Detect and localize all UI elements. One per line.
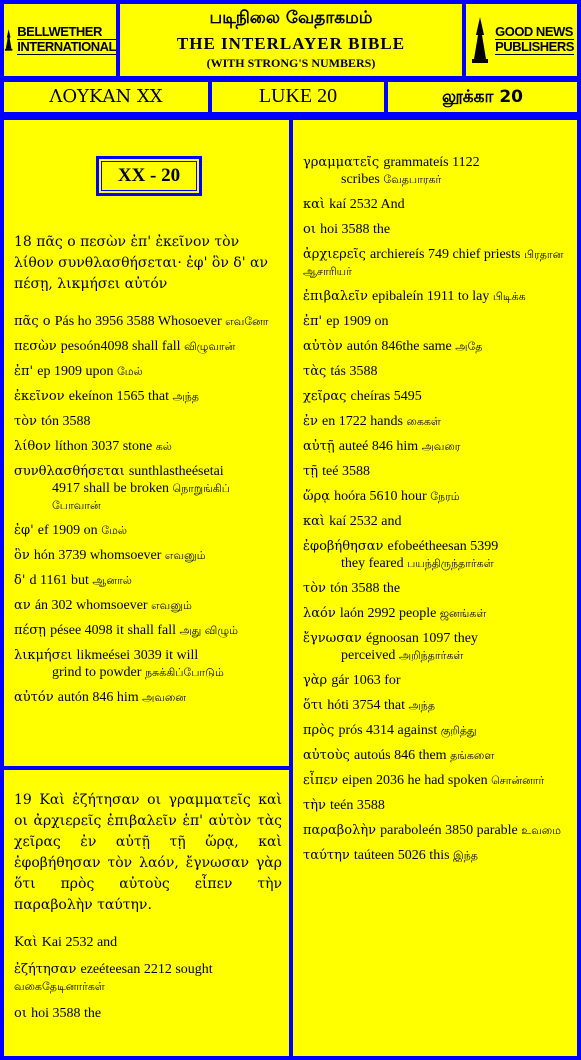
greek-word: ὥρᾳ [303, 489, 335, 504]
transliteration-strongs: án 302 whomsoever [34, 598, 152, 613]
right-logo-line1: GOOD NEWS [495, 24, 573, 39]
greek-word: ἐπ' [14, 364, 38, 379]
tamil-gloss: சொன்னார் [491, 774, 545, 787]
transliteration-strongs: ekeínon 1565 that [68, 389, 173, 404]
tamil-gloss: அந்த [408, 699, 435, 712]
greek-word: πέσῃ [14, 623, 51, 638]
word-entry [14, 522, 282, 539]
word-entry [303, 196, 569, 213]
transliteration-strongs: prós 4314 against [338, 723, 441, 738]
word-entry [14, 934, 282, 951]
verse18-column [14, 232, 282, 714]
tamil-gloss: தங்களை [450, 749, 495, 762]
good-news-logo [466, 4, 577, 76]
transliteration-strongs: eipen 2036 he had spoken [342, 773, 492, 788]
transliteration-strongs: likmeései 3039 it will [76, 648, 199, 663]
transliteration-strongs: hoi 3588 the [320, 222, 391, 237]
transliteration-strongs: sunthlastheésetai [128, 464, 224, 479]
tamil-gloss: அறிந்தார்கள் [398, 649, 464, 662]
transliteration-strongs: ep 1909 on [326, 314, 389, 329]
title-tamil: படிநிலை வேதாகமம் [209, 8, 373, 28]
greek-word: λικμήσει [14, 648, 77, 663]
tamil-gloss: பிரதான ஆசாரியர் [303, 248, 564, 278]
right-logo-line2: PUBLISHERS [495, 39, 574, 54]
meaning-continuation: grind to powder நசுக்கிப்போடும் [52, 665, 224, 680]
word-entry [303, 463, 569, 480]
tamil-gloss: நொறுங்கிப் போவான் [52, 482, 230, 512]
transliteration-strongs: ezeéteesan 2212 sought [80, 962, 213, 977]
greek-word: γραμματεῖς [303, 155, 384, 170]
greek-word: τὴν [303, 798, 331, 813]
greek-word: ἐφοβήθησαν [303, 539, 388, 554]
word-entry [303, 630, 569, 664]
word-entry [14, 622, 282, 639]
greek-word: εἶπεν [303, 773, 343, 788]
meaning-continuation: they feared பயந்திருந்தார்கள் [341, 556, 494, 571]
word-entry [303, 722, 569, 739]
transliteration-strongs: teén 3588 [330, 798, 385, 813]
transliteration-strongs: gár 1063 for [331, 673, 401, 688]
transliteration-strongs: grammateís 1122 [383, 155, 480, 170]
word-entry [303, 513, 569, 530]
right-entries [303, 154, 569, 864]
greek-word: ταύτην [303, 848, 354, 863]
greek-word: παραβολὴν [303, 823, 381, 838]
verse18-entries [14, 313, 282, 706]
word-entry [303, 772, 569, 789]
transliteration-strongs: d 1161 but [29, 573, 93, 588]
tamil-gloss: அவரை [421, 440, 461, 453]
tamil-gloss: இந்த [453, 849, 478, 862]
tamil-gloss: அவனை [142, 691, 186, 704]
transliteration-strongs: autón 846 him [57, 690, 143, 705]
greek-word: τὰς [303, 364, 331, 379]
transliteration-strongs: auteé 846 him [338, 439, 422, 454]
right-column [303, 154, 569, 872]
tamil-gloss: கல் [155, 440, 172, 453]
left-logo-box [0, 0, 120, 80]
transliteration-strongs: hóti 3754 that [327, 698, 409, 713]
transliteration-strongs: tás 3588 [330, 364, 378, 379]
word-entry [14, 1005, 282, 1022]
word-entry [14, 388, 282, 405]
word-entry [14, 413, 282, 430]
tamil-gloss: குறித்து [440, 724, 477, 737]
greek-word: ἐφ' [14, 523, 38, 538]
word-entry [14, 438, 282, 455]
word-entry [14, 597, 282, 614]
left-logo-line2: INTERNATIONAL [17, 39, 116, 54]
word-entry [303, 338, 569, 355]
tamil-gloss: அதே [455, 340, 483, 353]
transliteration-strongs: laón 2992 people [339, 606, 440, 621]
word-entry [14, 313, 282, 330]
greek-word: πᾶς ο [14, 314, 55, 329]
word-entry [14, 363, 282, 380]
word-entry [303, 847, 569, 864]
word-entry [303, 313, 569, 330]
chapter-greek-text: ΛΟΥΚΑΝ XX [49, 86, 163, 107]
greek-word: ἐπ' [303, 314, 327, 329]
good-news-logo-icon [469, 15, 491, 65]
title-box [116, 0, 466, 80]
word-entry [303, 488, 569, 505]
tamil-gloss: கைகள் [406, 415, 441, 428]
greek-word: οι [303, 222, 321, 237]
transliteration-strongs: pésee 4098 it shall fall [50, 623, 180, 638]
transliteration-strongs: hoi 3588 the [31, 1006, 102, 1021]
transliteration-strongs: teé 3588 [322, 464, 370, 479]
verse18-text: 18 πᾶς ο πεσὼν ἐπ' ἐκεῖνον τὸν λίθον συνθλασθήσεται· ἐφ' ὃν δ' αν πέσῃ, λικμήσει αὐτόν [14, 234, 268, 292]
greek-word: αὐτοὺς [303, 748, 355, 763]
greek-word: γὰρ [303, 673, 332, 688]
tamil-gloss: விழுவான் [184, 340, 236, 353]
greek-word: οι [14, 1006, 32, 1021]
word-entry [303, 580, 569, 597]
greek-word: ἐπιβαλεῖν [303, 289, 373, 304]
greek-word: αὐτόν [14, 690, 58, 705]
greek-word: ἔγνωσαν [303, 631, 366, 646]
word-entry [14, 961, 282, 995]
greek-word: ἐν [303, 414, 323, 429]
word-entry [303, 388, 569, 405]
transliteration-strongs: efobeétheesan 5399 [387, 539, 499, 554]
word-entry [303, 605, 569, 622]
word-entry [303, 797, 569, 814]
bellwether-logo-icon [4, 15, 13, 65]
verse19-column [14, 790, 282, 1032]
transliteration-strongs: hoóra 5610 hour [334, 489, 431, 504]
left-logo-line1: BELLWETHER [17, 25, 116, 40]
tamil-gloss: மேல் [116, 365, 143, 378]
transliteration-strongs: autoús 846 them [354, 748, 451, 763]
greek-word: καὶ [303, 514, 330, 529]
word-entry [303, 697, 569, 714]
transliteration-strongs: ef 1909 on [37, 523, 102, 538]
transliteration-strongs: Pás ho 3956 3588 Whosoever [54, 314, 226, 329]
tamil-gloss: எவனும் [151, 599, 192, 612]
chapter-tamil-text: லூக்கா 20 [441, 87, 523, 107]
right-logo-box [462, 0, 581, 80]
greek-word: αὐτῇ [303, 439, 339, 454]
transliteration-strongs: kaí 2532 And [329, 197, 405, 212]
greek-word: αν [14, 598, 35, 613]
meaning-continuation: perceived அறிந்தார்கள் [341, 648, 464, 663]
title-subtitle: (WITH STRONG'S NUMBERS) [206, 56, 376, 70]
transliteration-strongs: tón 3588 [41, 414, 91, 429]
word-entry [303, 747, 569, 764]
word-entry [303, 154, 569, 188]
tamil-gloss: மேல் [101, 524, 127, 537]
greek-word: πεσὼν [14, 339, 61, 354]
tamil-gloss: ஆனால் [92, 574, 132, 587]
greek-word: συνθλασθήσεται [14, 464, 129, 479]
tamil-gloss: வகைதேடினார்கள் [14, 980, 105, 993]
word-entry [303, 221, 569, 238]
verse19-entries [14, 934, 282, 1022]
transliteration-strongs: hón 3739 whomsoever [33, 548, 165, 563]
greek-word: ἀρχιερεῖς [303, 247, 371, 262]
tamil-gloss: அந்த [172, 390, 199, 403]
greek-word: τὸν [303, 581, 331, 596]
word-entry [303, 288, 569, 305]
verse19-text: 19 Καὶ ἐζήτησαν οι γραμματεῖς καὶ οι ἀρχιερεῖς ἐπιβαλεῖν ἐπ' αὐτὸν τὰς χεῖρας ἐν αὐτῇ τῇ ὥρᾳ, καὶ ἐφοβήθησαν τὸν λαόν, ἔγνωσαν γὰρ ὅτι πρὸς αὐτοὺς εἶπεν τὴν παραβολὴν ταύτην. [14, 792, 282, 913]
greek-word: τὸν [14, 414, 42, 429]
greek-word: λίθον [14, 439, 56, 454]
tamil-gloss: எவனும் [164, 549, 206, 562]
transliteration-strongs: líthon 3037 stone [55, 439, 156, 454]
chapter-greek [0, 78, 212, 116]
greek-word: ἐζήτησαν [14, 962, 81, 977]
word-entry [303, 438, 569, 455]
title-english: THE INTERLAYER BIBLE [176, 34, 406, 53]
transliteration-strongs: kaí 2532 and [329, 514, 402, 529]
bellwether-logo [4, 4, 116, 76]
greek-word: αὐτὸν [303, 339, 347, 354]
transliteration-strongs: archiereís 749 chief priests [370, 247, 524, 262]
transliteration-strongs: pesoón4098 shall fall [60, 339, 185, 354]
transliteration-strongs: paraboleén 3850 parable [380, 823, 522, 838]
chapter-tamil [384, 78, 581, 116]
tamil-gloss: வேதபாரகர் [383, 173, 442, 186]
greek-word: χεῖρας [303, 389, 351, 404]
tamil-gloss: பிடிக்க [492, 290, 526, 303]
tamil-gloss: நேரம் [430, 490, 460, 503]
word-entry [14, 338, 282, 355]
word-entry [14, 547, 282, 564]
greek-word: ὃν [14, 548, 34, 563]
word-entry [14, 463, 282, 514]
word-entry [14, 647, 282, 681]
transliteration-strongs: taúteen 5026 this [353, 848, 454, 863]
greek-word: λαόν [303, 606, 340, 621]
transliteration-strongs: Kai 2532 and [41, 935, 118, 950]
word-entry [14, 689, 282, 706]
tamil-gloss: ஜனங்கள் [439, 607, 487, 620]
tamil-gloss: எவனோ [225, 315, 269, 328]
word-entry [303, 413, 569, 430]
word-entry [303, 246, 569, 280]
transliteration-strongs: égnoosan 1097 they [365, 631, 478, 646]
word-entry [14, 572, 282, 589]
greek-word: ὅτι [303, 698, 328, 713]
tamil-gloss: உவமை [521, 824, 562, 837]
greek-word: πρὸς [303, 723, 339, 738]
verse-label: XX - 20 [96, 156, 202, 196]
transliteration-strongs: autón 846the same [346, 339, 456, 354]
chapter-english-text: LUKE 20 [258, 85, 338, 107]
word-entry [303, 363, 569, 380]
tamil-gloss: நசுக்கிப்போடும் [144, 666, 224, 679]
greek-word: ἐκεῖνον [14, 389, 69, 404]
greek-word: Καὶ [14, 935, 42, 950]
transliteration-strongs: cheíras 5495 [350, 389, 422, 404]
meaning-continuation: 4917 shall be broken நொறுங்கிப் போவான் [52, 481, 230, 512]
greek-word: τῇ [303, 464, 323, 479]
meaning-continuation: scribes வேதபாரகர் [341, 172, 442, 187]
tamil-gloss: அது விழும் [179, 624, 238, 637]
transliteration-strongs: epibaleín 1911 to lay [372, 289, 493, 304]
tamil-gloss: பயந்திருந்தார்கள் [407, 557, 494, 570]
transliteration-strongs: ep 1909 upon [37, 364, 117, 379]
word-entry [303, 672, 569, 689]
greek-word: καὶ [303, 197, 330, 212]
transliteration-strongs: en 1722 hands [322, 414, 407, 429]
word-entry [303, 822, 569, 839]
chapter-english [208, 78, 388, 116]
transliteration-strongs: tón 3588 the [330, 581, 401, 596]
greek-word: δ' [14, 573, 30, 588]
word-entry [303, 538, 569, 572]
